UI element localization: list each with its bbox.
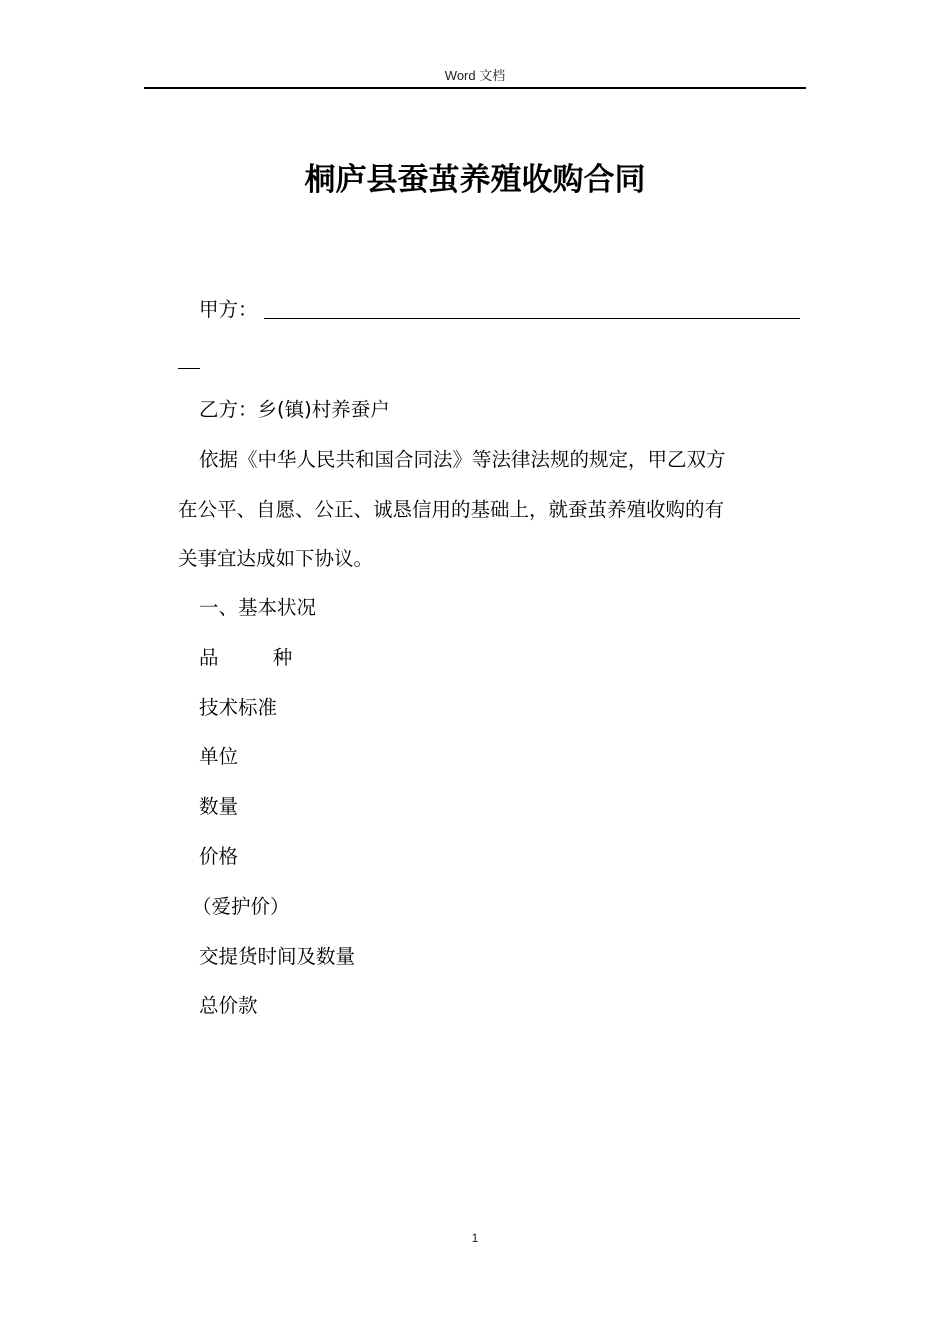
document-title: 桐庐县蚕茧养殖收购合同: [304, 162, 646, 198]
item-price: 价格: [199, 845, 239, 868]
party-a-blank-line-continued: [178, 368, 200, 369]
header-rule: [144, 87, 806, 89]
item-technical-standard: 技术标准: [199, 696, 278, 719]
party-a-label: 甲方：: [199, 298, 258, 321]
item-variety: 品 种: [199, 646, 317, 669]
item-protective-price: （爱护价）: [192, 895, 290, 918]
item-unit: 单位: [199, 745, 239, 768]
page-number: 1: [471, 1231, 479, 1245]
item-delivery-time: 交提货时间及数量: [199, 945, 356, 968]
item-quantity: 数量: [199, 795, 239, 818]
preamble-line-3: 关事宜达成如下协议。: [178, 547, 374, 570]
party-a-blank-line: [264, 318, 800, 319]
preamble-line-2: 在公平、自愿、公正、诚恳信用的基础上，就蚕茧养殖收购的有: [178, 498, 725, 521]
preamble-line-1: 依据《中华人民共和国合同法》等法律法规的规定，甲乙双方: [199, 448, 726, 471]
party-b-line: 乙方：乡(镇)村养蚕户: [199, 398, 390, 421]
section-heading: 一、基本状况: [199, 596, 317, 619]
item-total-price: 总价款: [199, 994, 258, 1017]
page-header: Word 文档: [444, 68, 506, 83]
